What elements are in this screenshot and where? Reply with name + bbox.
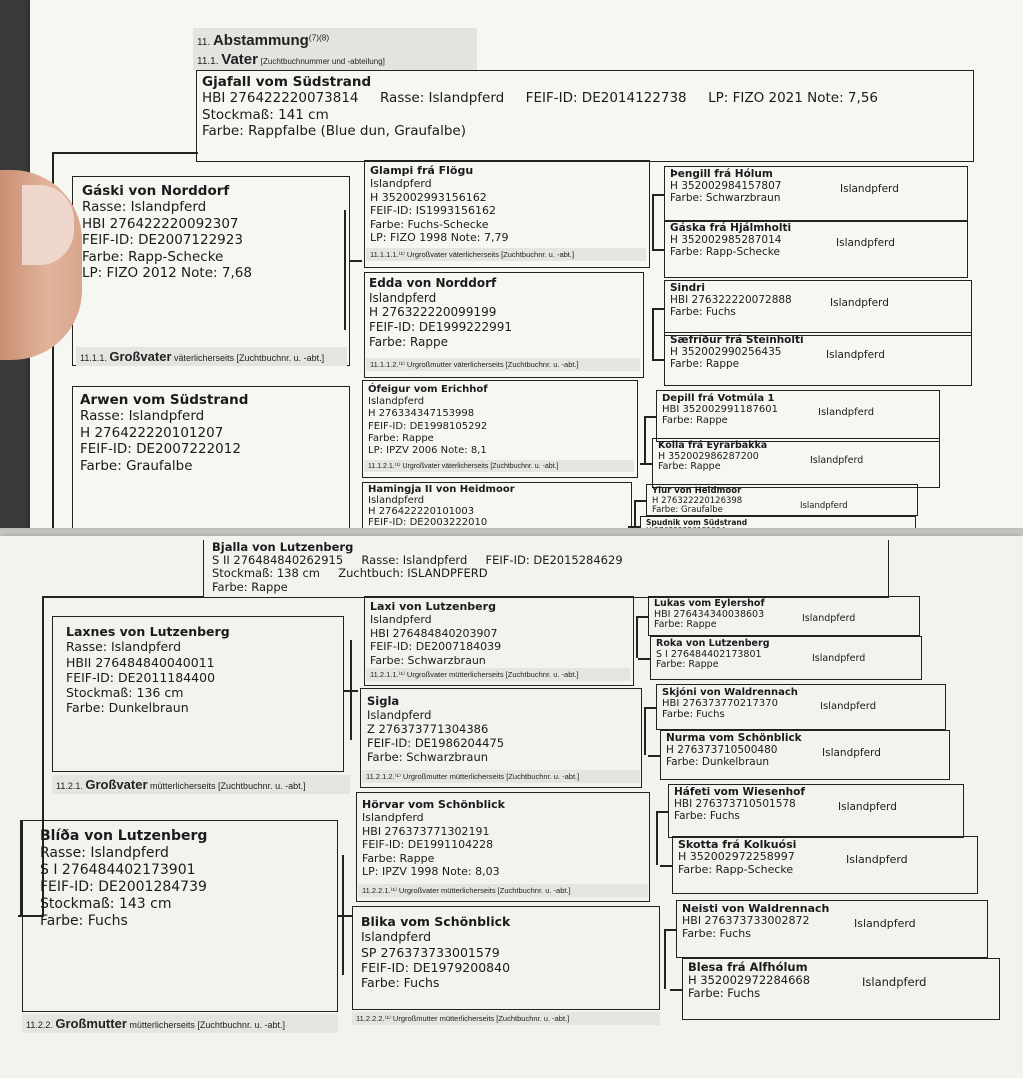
horse-details: HBI 276373770217370 Farbe: Fuchs [662,698,778,721]
breed-label: Islandpferd [830,297,889,309]
gen5-info [662,687,798,721]
breed-label: Islandpferd [836,237,895,249]
connector [648,755,660,757]
horse-details: H 352002972258997 Farbe: Rapp-Schecke [678,850,795,876]
horse-details: H 352002985287014 Farbe: Rapp-Schecke [670,233,782,258]
grandsire-caption: 11.1.1. Großvater väterlicherseits [Zuchtbuchnr. u. -abt.] [76,347,347,366]
breed-label: Islandpferd [800,501,848,511]
breed-label: Islandpferd [854,917,916,930]
ggsire-4-caption: 11.2.2.1.⁽¹⁾ Urgroßvater mütterlicherseits [Zuchtbuchnr. u. -abt.] [358,884,648,897]
horse-name: Sæfríður frá Steinholti [670,334,804,346]
gen5-info [656,639,770,671]
connector [656,811,658,865]
breed-label: Islandpferd [818,407,875,418]
horse-name: Neisti von Waldrennach [682,902,830,915]
ggdam-3-caption: 11.2.1.2.⁽¹⁾ Urgroßmutter mütterlicherseits [Zuchtbuchnr. u. -abt.] [362,770,640,783]
gen5-info [654,599,765,631]
sire-info: Gjafall vom Südstrand HBI 276422220073814 Rasse: Islandpferd FEIF-ID: DE2014122738 LP: FIZO 2021 Note: 7,56 Stockmaß: 141 cm Farbe: Rappfalbe (Blue dun, Graufalbe) [202,74,878,140]
horse-details: H 352002986287200 Farbe: Rappe [658,450,759,473]
breed-label: Islandpferd [802,613,856,624]
connector [636,616,648,618]
section-heading: 11. Abstammung$^{(7)(8)}$ [197,32,330,49]
ggsire-3-info: Laxi von Lutzenberg Islandpferd HBI 276484840203907 FEIF-ID: DE2007184039 Farbe: Schwarzbraun [370,600,502,667]
connector [636,616,638,658]
horse-name: Ylur von Heidmoor [652,486,742,496]
horse-details: H 276322220126398 Farbe: Graufalbe [652,495,743,516]
connector [660,865,672,867]
connector [652,249,664,251]
horse-name: Gáska frá Hjálmholti [670,222,792,234]
breed-label: Islandpferd [838,801,897,813]
gen5-info [658,441,767,473]
horse-details: H 276373710500480 Farbe: Dunkelbraun [666,743,778,768]
gen5-info [670,283,792,318]
breed-label: Islandpferd [826,349,885,361]
horse-details: HBI 276434340038603 Farbe: Rappe [654,608,765,631]
connector [52,152,198,154]
ggdam-4-caption: 11.2.2.2.⁽¹⁾ Urgroßmutter mütterlicherseits [Zuchtbuchnr. u. -abt.] [352,1012,660,1025]
gen5-info [670,335,804,370]
horse-details: HBI 352002991187601 Farbe: Rappe [662,404,778,427]
connector [338,915,352,917]
breed-label: Islandpferd [812,653,866,664]
connector [644,416,656,418]
granddam-maternal-info: Blíða von Lutzenberg Rasse: Islandpferd S I 276484402173901 FEIF-ID: DE2001284739 Stockmaß: 143 cm Farbe: Fuchs [40,828,208,930]
breed-label: Islandpferd [840,183,899,195]
connector [652,308,654,359]
ggdam-1-info: Edda von Norddorf Islandpferd H 276322220099199 FEIF-ID: DE1999222991 Farbe: Rappe [369,276,513,349]
connector [350,260,362,262]
horse-name: Depill frá Votmúla 1 [662,393,775,404]
gen5-info [670,169,781,204]
horse-details: H 352002984157807 Farbe: Schwarzbraun [670,179,782,204]
connector [342,855,344,975]
horse-name: Skotta frá Kolkuósi [678,838,797,851]
connector [652,308,664,310]
connector [344,210,346,330]
breed-label: Islandpferd [822,747,881,759]
gen5-info [674,787,805,822]
connector [652,194,654,249]
grandsire-maternal-caption: 11.2.1. Großvater mütterlicherseits [Zuchtbuchnr. u. -abt.] [52,775,350,794]
breed-label: Islandpferd [810,455,864,466]
ggsire-2-info: Ófeigur vom Erichhof Islandpferd H 276334347153998 FEIF-ID: DE1998105292 Farbe: Rappe LP: IPZV 2006 Note: 8,1 [368,384,488,456]
horse-name: Kolla frá Eyrarbakka [658,440,768,451]
dam-info: Bjalla von Lutzenberg S II 276484840262915 Rasse: Islandpferd FEIF-ID: DE2015284629 Stockmaß: 138 cm Zuchtbuch: ISLANDPFERD Farbe: Rappe [212,540,623,594]
connector [664,929,676,931]
horse-name: Þengill frá Hólum [670,168,773,180]
granddam-info: Arwen vom Südstrand Rasse: Islandpferd H 276422220101207 FEIF-ID: DE2007222012 Farbe: Graufalbe [80,392,249,474]
grandsire-info: Gáski von Norddorf Rasse: Islandpferd HBI 276422220092307 FEIF-ID: DE2007122923 Farbe: Rapp-Schecke LP: FIZO 2012 Note: 7,68 [82,183,252,282]
gen5-info [670,223,791,258]
horse-details: HBI 276322220072888 Farbe: Fuchs [670,293,792,318]
connector [656,811,668,813]
ggsire-1-caption: 11.1.1.1.⁽¹⁾ Urgroßvater väterlicherseits [Zuchtbuchnr. u. -abt.] [366,248,646,261]
breed-label: Islandpferd [846,853,908,866]
ggdam-3-info: Sigla Islandpferd Z 276373771304386 FEIF-ID: DE1986204475 Farbe: Schwarzbraun [367,694,505,765]
gen5-info [666,733,802,768]
granddam-maternal-caption: 11.2.2. Großmutter mütterlicherseits [Zuchtbuchnr. u. -abt.] [22,1014,338,1033]
horse-details: H 352002990256435 Farbe: Rappe [670,345,782,370]
connector [670,989,682,991]
horse-name: Blesa frá Alfhólum [688,960,808,974]
breed-label: Islandpferd [820,701,877,712]
ggsire-1-info: Glampi frá Flögu Islandpferd H 352002993156162 FEIF-ID: IS1993156162 Farbe: Fuchs-Schecke LP: FIZO 1998 Note: 7,79 [370,164,509,245]
connector [644,416,646,463]
connector [634,500,636,526]
subsection-heading: 11.1. Vater [Zuchtbuchnummer und -abteilung] [197,51,385,68]
ggdam-1-caption: 11.1.1.2.⁽¹⁾ Urgroßmutter väterlicherseits [Zuchtbuchnr. u. -abt.] [366,358,640,371]
horse-details: HBI 276373710501578 Farbe: Fuchs [674,797,796,822]
connector [634,500,646,502]
horse-name: Háfeti vom Wiesenhof [674,786,805,798]
horse-name: Spudnik vom Südstrand [646,518,748,527]
breed-label: Islandpferd [862,975,927,989]
horse-details: HBI 276373733002872 Farbe: Fuchs [682,914,810,940]
connector [350,640,352,740]
connector [652,359,664,361]
connector [640,463,652,465]
connector [652,194,664,196]
gen5-info [688,961,810,1000]
ggsire-2-caption: 11.1.2.1.⁽¹⁾ Urgroßvater väterlicherseits [Zuchtbuchnr. u. -abt.] [364,460,634,472]
gen5-info [682,903,829,940]
horse-name: Nurma vom Schönblick [666,732,802,744]
connector [644,707,646,755]
gen5-info [652,487,742,516]
horse-name: Roka von Lutzenberg [656,638,770,649]
connector [664,929,666,989]
horse-name: Skjóni von Waldrennach [662,687,798,698]
ggsire-3-caption: 11.2.1.1.⁽¹⁾ Urgroßvater mütterlicherseits [Zuchtbuchnr. u. -abt.] [366,668,630,681]
horse-name: Sindri [670,282,705,294]
ggdam-4-info: Blika vom Schönblick Islandpferd SP 276373733001579 FEIF-ID: DE1979200840 Farbe: Fuchs [361,914,511,990]
ggsire-4-info: Hörvar vom Schönblick Islandpferd HBI 276373771302191 FEIF-ID: DE1991104228 Farbe: Rappe LP: IPZV 1998 Note: 8,03 [362,798,505,879]
gen5-info [662,393,778,427]
grandsire-maternal-info: Laxnes von Lutzenberg Rasse: Islandpferd HBII 276484840040011 FEIF-ID: DE2011184400 Stockmaß: 136 cm Farbe: Dunkelbraun [66,624,230,716]
horse-details: S I 276484402173801 Farbe: Rappe [656,648,762,671]
ggdam-2-info: Hamingja II von Heidmoor Islandpferd H 276422220101003 FEIF-ID: DE2003222010 [368,484,515,528]
connector [638,658,650,660]
gen5-info [678,839,796,876]
horse-details: H 352002972284668 Farbe: Fuchs [688,972,811,1000]
connector [644,707,656,709]
connector [42,596,204,598]
horse-name: Lukas vom Eylershof [654,598,765,609]
